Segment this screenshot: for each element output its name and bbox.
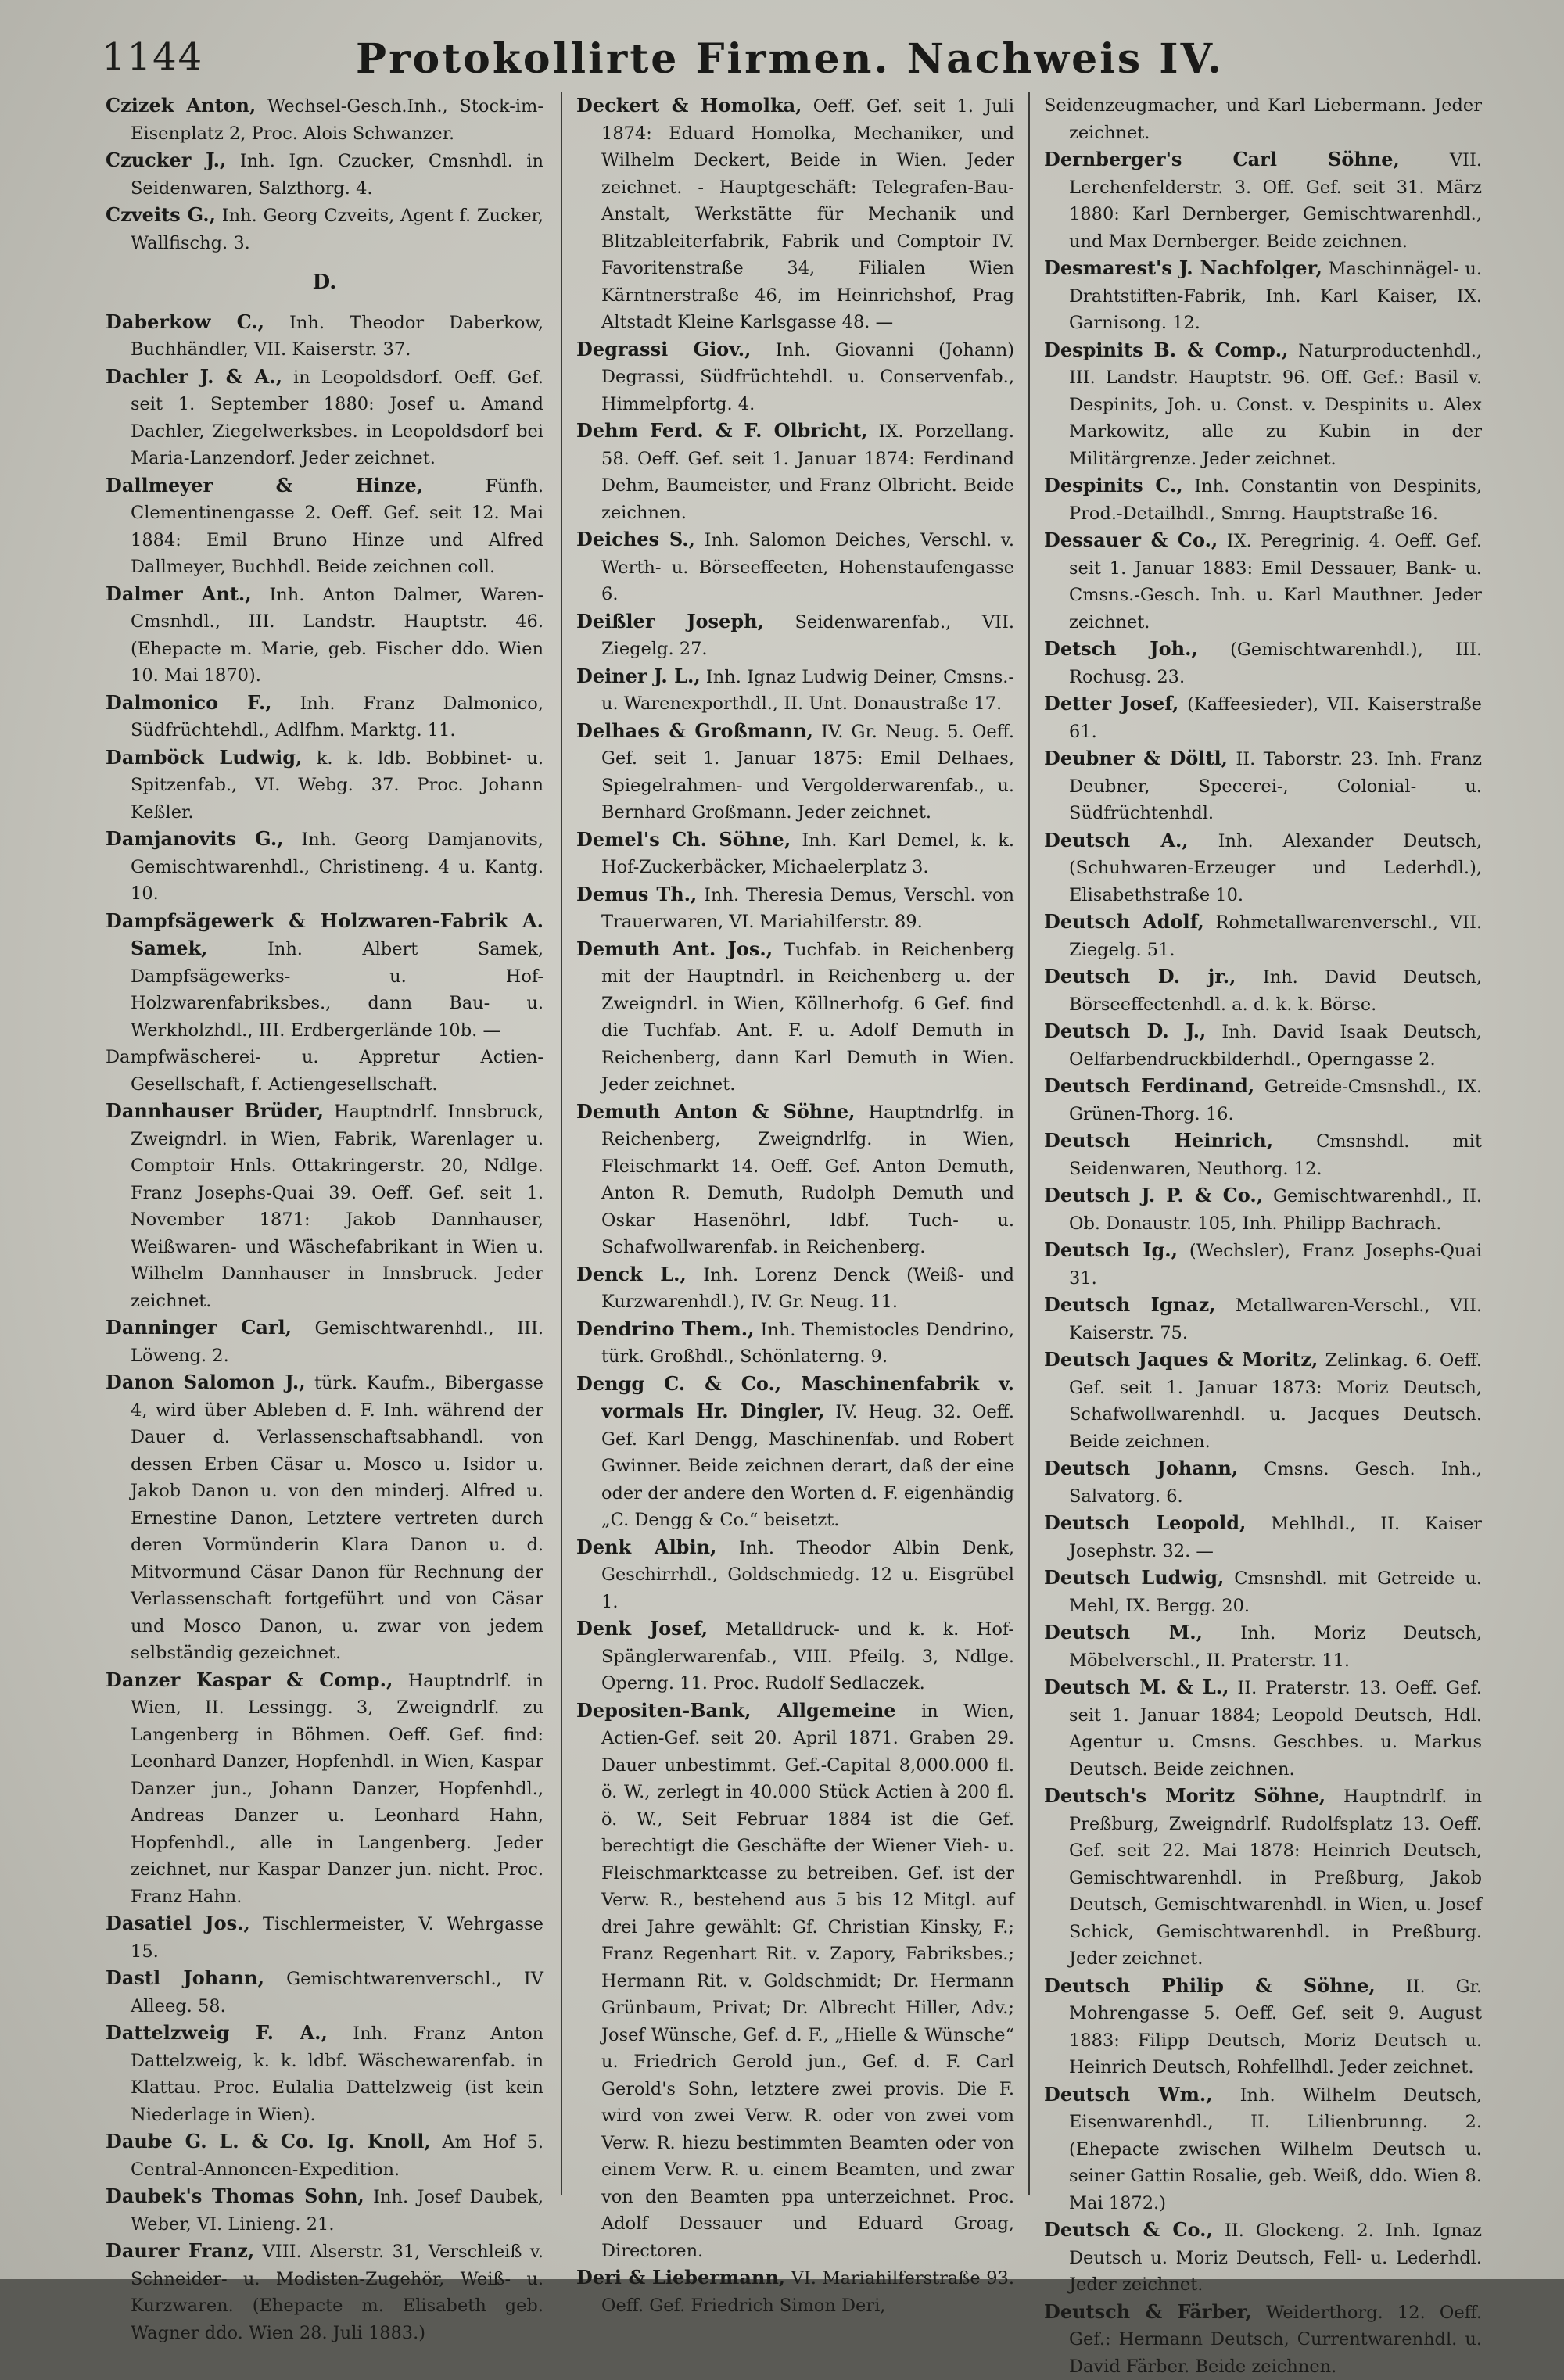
firm-entry (576, 1697, 1014, 2265)
firm-name: Dendrino Them., (576, 1317, 754, 1340)
firm-details: Seidenwarenfab., VII. Ziegelg. 27. (601, 612, 1014, 660)
firm-entry (1044, 1292, 1482, 1346)
firm-entry (1044, 1565, 1482, 1619)
firm-entry (576, 881, 1014, 936)
firm-details: Tischlermeister, V. Wehrgasse 15. (131, 1914, 543, 1962)
firm-details: Seidenzeugmacher, und Karl Liebermann. Jeder zeichnet. (1044, 95, 1482, 143)
firm-name: Deutsch A., (1044, 829, 1189, 851)
firm-details: Inh. Alexander Deutsch, (Schuhwaren-Erzeuger und Lederhdl.), Elisabethstraße 10. (1069, 831, 1482, 905)
firm-details: Cmsnshdl. mit Getreide u. Mehl, IX. Bergg. 20. (1069, 1568, 1482, 1616)
firm-name: Dehm Ferd. & F. Olbricht, (576, 419, 868, 442)
firm-entry (1044, 1455, 1482, 1510)
firm-details: Inh. Ignaz Ludwig Deiner, Cmsns.- u. Warenexporthdl., II. Unt. Donaustraße 17. (601, 667, 1014, 715)
firm-name: Denk Albin, (576, 1536, 716, 1558)
firm-name: Dasatiel Jos., (106, 1912, 250, 1934)
firm-details: II. Glockeng. 2. Inh. Ignaz Deutsch u. Moriz Deutsch, Fell- u. Lederhdl. Jeder zeichnet. (1069, 2220, 1482, 2295)
firm-name: Deutsch Ferdinand, (1044, 1074, 1254, 1097)
firm-details: Inh. Giovanni (Johann) Degrassi, Südfrüchtehdl. u. Conservenfab., Himmelpfortg. 4. (601, 340, 1014, 414)
firm-name: Deutsch Ludwig, (1044, 1566, 1224, 1589)
firm-name: Degrassi Giov., (576, 338, 751, 360)
column-divider (1028, 92, 1030, 2195)
firm-name: Deutsch Heinrich, (1044, 1129, 1273, 1152)
firm-entry (1044, 1346, 1482, 1455)
firm-details: II. Praterstr. 13. Oeff. Gef. seit 1. Januar 1884; Leopold Deutsch, Hdl. Agentur u. Cmsns. Geschbes. u. Markus Deutsch. Beide zeichnen. (1069, 1678, 1482, 1780)
firm-entry (576, 663, 1014, 718)
firm-name: Dastl Johann, (106, 1966, 264, 1989)
firm-name: Demus Th., (576, 883, 697, 905)
firm-entry (106, 472, 543, 581)
firm-entry (576, 92, 1014, 336)
firm-details: Rohmetallwarenverschl., VII. Ziegelg. 51. (1069, 912, 1482, 960)
firm-entry (576, 1534, 1014, 1616)
firm-details: Inh. David Deutsch, Börseeffectenhdl. a. d. k. k. Börse. (1069, 967, 1482, 1015)
firm-name: Denck L., (576, 1263, 687, 1285)
firm-name: Daberkow C., (106, 310, 264, 333)
firm-name: Deutsch Johann, (1044, 1457, 1238, 1479)
firm-name: Deutsch's Moritz Söhne, (1044, 1784, 1325, 1807)
firm-entry (106, 92, 543, 147)
firm-details: Hauptndrlf. in Wien, II. Lessingg. 3, Zweigndrlf. zu Langenberg in Böhmen. Oeff. Gef. find: Leonhard Danzer, Hopfenhdl. in Wien, Kaspar Danzer jun., Johann Danzer, Hopfenhdl., Andreas Danzer u. Leonhard Hahn, Hopfenhdl., alle in Langenberg. Jeder zeichnet, nur Kaspar Danzer jun. nicht. Proc. Franz Hahn. (131, 1671, 543, 1907)
firm-details: II. Taborstr. 23. Inh. Franz Deubner, Specerei-, Colonial- u. Südfrüchtenhdl. (1069, 749, 1482, 823)
firm-details: (Kaffeesieder), VII. Kaiserstraße 61. (1069, 694, 1482, 742)
firm-details: II. Gr. Mohrengasse 5. Oeff. Gef. seit 9. August 1883: Filipp Deutsch, Moriz Deutsch u. Heinrich Deutsch, Rohfellhdl. Jeder zeichnet. (1069, 1977, 1482, 2078)
firm-name: Dattelzweig F. A., (106, 2021, 328, 2044)
firm-details: Inh. Salomon Deiches, Verschl. v. Werth- u. Börseeffeeten, Hohenstaufengasse 6. (601, 530, 1014, 604)
firm-details: Inh. Moriz Deutsch, Möbelverschl., II. Praterstr. 11. (1069, 1623, 1482, 1671)
firm-details: Inh. Theodor Daberkow, Buchhändler, VII. Kaiserstr. 37. (131, 313, 543, 360)
firm-details: Inh. Wilhelm Deutsch, Eisenwarenhdl., II. Lilienbrunng. 2. (Ehepacte zwischen Wilhelm Deutsch u. seiner Gattin Rosalie, geb. Weiß, ddo. Wien 8. Mai 1872.) (1069, 2085, 1482, 2213)
firm-entry (576, 718, 1014, 826)
firm-entry (106, 147, 543, 202)
firm-entry (1044, 2299, 1482, 2380)
firm-entry (1044, 1674, 1482, 1783)
firm-name: Deutsch & Co., (1044, 2218, 1213, 2241)
firm-name: Czveits G., (106, 203, 216, 226)
firm-details: Inh. Constantin von Despinits, Prod.-Detailhdl., Smrng. Hauptstraße 16. (1069, 476, 1482, 524)
firm-entry (576, 526, 1014, 608)
firm-name: Danninger Carl, (106, 1316, 292, 1339)
firm-details: Inh. Karl Demel, k. k. Hof-Zuckerbäcker, Michaelerplatz 3. (601, 830, 1014, 878)
firm-name: Deutsch Leopold, (1044, 1511, 1246, 1534)
firm-name: Czizek Anton, (106, 94, 256, 116)
firm-entry (106, 2020, 543, 2128)
firm-name: Deckert & Homolka, (576, 94, 802, 116)
firm-details: VI. Mariahilferstraße 93. Oeff. Gef. Friedrich Simon Deri, (601, 2268, 1014, 2316)
firm-name: Deutsch Jaques & Moritz, (1044, 1348, 1318, 1371)
firm-entry (1044, 745, 1482, 827)
firm-name: Deubner & Döltl, (1044, 747, 1228, 769)
firm-details: Inh. Georg Damjanovits, Gemischtwarenhdl., Christineng. 4 u. Kantg. 10. (131, 830, 543, 904)
firm-name: Deiner J. L., (576, 665, 701, 687)
firm-entry (106, 2238, 543, 2346)
firm-details: türk. Kaufm., Bibergasse 4, wird über Ableben d. F. Inh. während der Dauer d. Verlassenschaftsabhandl. von dessen Erben Cäsar u. Mosco u. Isidor u. Jakob Danon u. von den minderj. Alfred u. Ernestine Danon, Letztere vertreten durch deren Vormünderin Klara Danon u. d. Mitvormund Cäsar Danon für Rechnung der Verlassenschaft fortgeführt und von Cäsar und Mosco Danon, u. zwar von jedem selbständig gezeichnet. (131, 1373, 543, 1663)
firm-entry (106, 581, 543, 690)
firm-name: Deri & Liebermann, (576, 2266, 785, 2289)
firm-entry (1044, 1783, 1482, 1973)
firm-entry (1044, 963, 1482, 1018)
firm-name: Deutsch D. jr., (1044, 965, 1236, 987)
firm-entry (106, 364, 543, 472)
firm-entry (106, 1910, 543, 1965)
firm-entry (106, 908, 543, 1045)
firm-details: IV. Heug. 32. Oeff. Gef. Karl Dengg, Maschinenfab. und Robert Gwinner. Beide zeichnen derart, daß der eine oder der andere den Worten d. F. eigenhändig „C. Dengg & Co.“ beisetzt. (601, 1402, 1014, 1530)
firm-details: VIII. Alserstr. 31, Verschleiß v. Schneider- u. Modisten-Zugehör, Weiß- u. Kurzwaren. (Ehepacte m. Elisabeth geb. Wagner ddo. Wien 28. Juli 1883.) (131, 2242, 543, 2343)
firm-name: Danzer Kaspar & Comp., (106, 1669, 393, 1691)
firm-entry (1044, 1182, 1482, 1237)
firm-entry (1044, 255, 1482, 337)
column-2 (576, 92, 1014, 2195)
directory-columns (106, 92, 1482, 2195)
firm-details: Wechsel-Gesch.Inh., Stock-im-Eisenplatz 2, Proc. Alois Schwanzer. (131, 96, 543, 144)
firm-name: Deutsch Wm., (1044, 2083, 1213, 2106)
firm-name: Dachler J. & A., (106, 365, 282, 388)
firm-details: Inh. David Isaak Deutsch, Oelfarbendruckbilderhdl., Operngasse 2. (1069, 1022, 1482, 1070)
section-letter-heading: D. (106, 269, 543, 296)
firm-details: k. k. ldb. Bobbinet- u. Spitzenfab., VI. Webg. 37. Proc. Johann Keßler. (131, 748, 543, 823)
column-divider (561, 92, 562, 2195)
firm-entry (106, 1667, 543, 1911)
firm-details: Weiderthorg. 12. Oeff. Gef.: Hermann Deutsch, Currentwarenhdl. u. David Färber. Beide zeichnen. (1069, 2303, 1482, 2377)
firm-entry (1044, 472, 1482, 527)
firm-details: Cmsns. Gesch. Inh., Salvatorg. 6. (1069, 1459, 1482, 1507)
firm-details: Hauptndrlfg. in Reichenberg, Zweigndrlfg. in Wien, Fleischmarkt 14. Oeff. Gef. Anton Demuth, Anton R. Demuth, Rudolph Demuth und Oskar Hasenöhrl, ldbf. Tuch- u. Schafwollwarenfab. in Reichenberg. (601, 1102, 1014, 1258)
firm-entry (1044, 92, 1482, 146)
firm-name: Dalmonico F., (106, 691, 272, 714)
firm-details: Inh. Theresia Demus, Verschl. von Trauerwaren, VI. Mariahilferstr. 89. (601, 885, 1014, 933)
firm-name: Deutsch & Färber, (1044, 2300, 1252, 2323)
firm-details: Inh. Josef Daubek, Weber, VI. Linieng. 21. (131, 2187, 543, 2235)
page-number: 1144 (102, 35, 203, 79)
firm-entry (576, 826, 1014, 881)
firm-entry (106, 744, 543, 826)
firm-entry (106, 2128, 543, 2183)
firm-details: Zelinkag. 6. Oeff. Gef. seit 1. Januar 1873: Moriz Deutsch, Schafwollwarenhdl. u. Jacques Deutsch. Beide zeichnen. (1069, 1350, 1482, 1452)
firm-entry (1044, 1973, 1482, 2081)
firm-entry (576, 1099, 1014, 1261)
firm-name: Dengg C. & Co., Maschinenfabrik v. vormals Hr. Dingler, (576, 1372, 1014, 1423)
firm-entry (1044, 636, 1482, 690)
firm-entry (1044, 690, 1482, 745)
firm-entry (106, 1314, 543, 1369)
firm-name: Deutsch D. J., (1044, 1020, 1206, 1042)
firm-name: Detter Josef, (1044, 692, 1178, 715)
firm-name: Delhaes & Großmann, (576, 719, 813, 742)
firm-details: Inh. Lorenz Denck (Weiß- und Kurzwarenhdl.), IV. Gr. Neug. 11. (601, 1265, 1014, 1313)
column-3 (1044, 92, 1482, 2195)
firm-entry (1044, 527, 1482, 636)
firm-details: Inh. Franz Anton Dattelzweig, k. k. ldbf. Wäschewarenfab. in Klattau. Proc. Eulalia Dattelzweig (ist kein Niederlage in Wien). (131, 2023, 543, 2125)
firm-name: Danon Salomon J., (106, 1371, 306, 1393)
page-header (102, 35, 1478, 98)
firm-entry (1044, 1510, 1482, 1565)
firm-name: Demuth Ant. Jos., (576, 937, 773, 960)
firm-details: Getreide-Cmsnshdl., IX. Grünen-Thorg. 16. (1069, 1077, 1482, 1124)
firm-entry (576, 1371, 1014, 1534)
firm-name: Despinits B. & Comp., (1044, 339, 1289, 361)
firm-entry (1044, 2081, 1482, 2217)
firm-details: IX. Porzellang. 58. Oeff. Gef. seit 1. Januar 1874: Ferdinand Dehm, Baumeister, und Franz Olbricht. Beide zeichnen. (601, 421, 1014, 523)
firm-details: Hauptndrlf. Innsbruck, Zweigndrl. in Wien, Fabrik, Warenlager u. Comptoir Hnls. Ottakringerstr. 20, Ndlge. Franz Josephs-Quai 39. Oeff. Gef. seit 1. November 1871: Jakob Dannhauser, Weißwaren- und Wäschefabrikant in Wien u. Wilhelm Dannhauser in Innsbruck. Jeder zeichnet. (131, 1102, 543, 1311)
firm-name: Denk Josef, (576, 1617, 708, 1640)
firm-details: Tuchfab. in Reichenberg mit der Hauptndrl. in Reichenberg u. der Zweigndrl. in Wien, Köllnerhofg. 6 Gef. find die Tuchfab. Ant. F. u. Adolf Demuth in Reichenberg, dann Karl Demuth in Wien. Jeder zeichnet. (601, 940, 1014, 1095)
firm-details: IV. Gr. Neug. 5. Oeff. Gef. seit 1. Januar 1875: Emil Delhaes, Spiegelrahmen- und Vergolderwarenfab., u. Bernhard Großmann. Jeder zeichnet. (601, 722, 1014, 823)
firm-entry (1044, 146, 1482, 255)
firm-entry (576, 1615, 1014, 1697)
firm-name: Damjanovits G., (106, 827, 284, 850)
firm-name: Demel's Ch. Söhne, (576, 828, 791, 851)
firm-entry (576, 1316, 1014, 1371)
firm-details: Fünfh. Clementinengasse 2. Oeff. Gef. seit 12. Mai 1884: Emil Bruno Hinze und Alfred Dallmeyer, Buchhdl. Beide zeichnen coll. (131, 476, 543, 578)
firm-details: in Leopoldsdorf. Oeff. Gef. seit 1. September 1880: Josef u. Amand Dachler, Ziegelwerksbes. in Leopoldsdorf bei Maria-Lanzendorf. Jeder zeichnet. (131, 367, 543, 469)
column-1 (106, 92, 543, 2195)
firm-name: Deutsch Philip & Söhne, (1044, 1974, 1376, 1997)
firm-name: Dallmeyer & Hinze, (106, 474, 423, 496)
firm-details: Inh. Georg Czveits, Agent f. Zucker, Wallfischg. 3. (131, 206, 543, 253)
firm-name: Deutsch M. & L., (1044, 1676, 1229, 1698)
firm-details: Naturproductenhdl., III. Landstr. Hauptstr. 96. Off. Gef.: Basil v. Despinits, Joh. u. Const. v. Despinits u. Alex Markowitz, alle zu Kubin in der Militärgrenze. Jeder zeichnet. (1069, 341, 1482, 469)
firm-name: Deutsch Adolf, (1044, 910, 1204, 933)
firm-entry (1044, 2217, 1482, 2299)
firm-entry (106, 1965, 543, 2020)
firm-entry (576, 336, 1014, 418)
firm-name: Deiches S., (576, 528, 695, 550)
firm-details: Maschinnägel- u. Drahtstiften-Fabrik, Inh. Karl Kaiser, IX. Garnisong. 12. (1069, 259, 1482, 333)
firm-details: Hauptndrlf. in Preßburg, Zweigndrlf. Rudolfsplatz 13. Oeff. Gef. seit 22. Mai 1878: Heinrich Deutsch, Gemischtwarenhdl. in Preßburg, Jakob Deutsch, Gemischtwarenhdl. in Wien, u. Josef Schick, Gemischtwarenhdl. in Preßburg. Jeder zeichnet. (1069, 1787, 1482, 1969)
firm-entry (1044, 337, 1482, 473)
firm-name: Daube G. L. & Co. Ig. Knoll, (106, 2130, 431, 2152)
firm-name: Deutsch Ignaz, (1044, 1293, 1216, 1316)
firm-entry (1044, 1073, 1482, 1127)
firm-name: Daubek's Thomas Sohn, (106, 2185, 364, 2207)
firm-entry (106, 2183, 543, 2238)
firm-details: (Wechsler), Franz Josephs-Quai 31. (1069, 1241, 1482, 1289)
firm-entry (576, 2264, 1014, 2319)
firm-entry (1044, 1237, 1482, 1292)
firm-name: Damböck Ludwig, (106, 746, 302, 769)
firm-name: Dampfsägewerk & Holzwaren-Fabrik A. Samek, (106, 909, 543, 960)
firm-name: Demuth Anton & Söhne, (576, 1100, 855, 1123)
firm-details: IX. Peregrinig. 4. Oeff. Gef. seit 1. Januar 1883: Emil Dessauer, Bank- u. Cmsns.-Gesch. Inh. u. Karl Mauthner. Jeder zeichnet. (1069, 531, 1482, 633)
firm-details: Inh. Themistocles Dendrino, türk. Großhdl., Schönlaterng. 9. (601, 1320, 1014, 1367)
firm-details: Inh. Anton Dalmer, Waren-Cmsnhdl., III. Landstr. Hauptstr. 46. (Ehepacte m. Marie, geb. Fischer ddo. Wien 10. Mai 1870). (131, 585, 543, 686)
firm-name: Detsch Joh., (1044, 637, 1198, 660)
firm-name: Dernberger's Carl Söhne, (1044, 148, 1400, 170)
firm-details: Gemischtwarenhdl., II. Ob. Donaustr. 105, Inh. Philipp Bachrach. (1069, 1186, 1482, 1234)
firm-details: Mehlhdl., II. Kaiser Josephstr. 32. — (1069, 1514, 1482, 1561)
firm-details: Cmsnshdl. mit Seidenwaren, Neuthorg. 12. (1069, 1131, 1482, 1179)
firm-details: in Wien, Actien-Gef. seit 20. April 1871. Graben 29. Dauer unbestimmt. Gef.-Capital 8,000.000 fl. ö. W., zerlegt in 40.000 Stück Actien à 200 fl. ö. W., Seit Februar 1884 ist die Gef. berechtigt die Geschäfte der Wiener Vieh- u. Fleischmarktcasse zu betreiben. Gef. ist der Verw. R., bestehend aus 5 bis 12 Mitgl. auf drei Jahre gewählt: Gf. Christian Kinsky, F.; Franz Regenhart Rit. v. Zapory, Fabriksbes.; Hermann Rit. v. Goldschmidt; Dr. Hermann Grünbaum, Privat; Dr. Albrecht Hiller, Adv.; Josef Wünsche, Gef. d. F., „Hielle & Wünsche“ u. Friedrich Gerold jun., Gef. d. F. Carl Gerold's Sohn, letztere zwei provis. Die F. wird von zwei Verw. R. oder von zwei vom Verw. R. hiezu bestimmten Beamten oder von einem Verw. R. u. einem Beamten, und zwar von den Beamten ppa unterzeichnet. Proc. Adolf Dessauer und Eduard Groag, Directoren. (601, 1701, 1014, 2261)
firm-entry (576, 418, 1014, 526)
firm-details: Oeff. Gef. seit 1. Juli 1874: Eduard Homolka, Mechaniker, und Wilhelm Deckert, Beide in Wien. Jeder zeichnet. - Hauptgeschäft: Telegrafen-Bau-Anstalt, Werkstätte für Mechanik und Blitzableiterfabrik, Fabrik und Comptoir IV. Favoritenstraße 34, Filialen Wien Kärntnerstraße 46, im Heinrichshof, Prag Altstadt Kleine Karlsgasse 48. — (601, 96, 1014, 332)
firm-entry (576, 1261, 1014, 1316)
firm-details: Inh. Ign. Czucker, Cmsnhdl. in Seidenwaren, Salzthorg. 4. (131, 151, 543, 199)
firm-name: Deutsch M., (1044, 1621, 1203, 1643)
firm-details: Dampfwäscherei- u. Appretur Actien-Gesellschaft, f. Actiengesellschaft. (106, 1047, 543, 1095)
firm-entry (106, 1098, 543, 1314)
firm-entry (1044, 909, 1482, 963)
firm-entry (106, 826, 543, 908)
firm-name: Deißler Joseph, (576, 610, 764, 633)
firm-name: Despinits C., (1044, 474, 1183, 496)
firm-details: Inh. Albert Samek, Dampfsägewerks- u. Hof-Holzwarenfabriksbes., dann Bau- u. Werkholzhdl., III. Erdbergerlände 10b. — (131, 939, 543, 1041)
firm-details: Gemischtwarenhdl., III. Löweng. 2. (131, 1318, 543, 1366)
firm-entry (1044, 1127, 1482, 1182)
firm-details: Gemischtwarenverschl., IV Alleeg. 58. (131, 1969, 543, 2016)
firm-entry (106, 1369, 543, 1667)
page-title: Protokollirte Firmen. Nachweis IV. (102, 35, 1478, 83)
firm-name: Czucker J., (106, 149, 226, 171)
firm-entry (106, 1044, 543, 1098)
firm-details: Inh. Theodor Albin Denk, Geschirrhdl., Goldschmiedg. 12 u. Eisgrübel 1. (601, 1538, 1014, 1612)
firm-entry (106, 690, 543, 744)
firm-name: Depositen-Bank, Allgemeine (576, 1699, 896, 1722)
firm-entry (1044, 1018, 1482, 1073)
firm-details: Metallwaren-Verschl., VII. Kaiserstr. 75. (1069, 1296, 1482, 1343)
firm-details: Inh. Franz Dalmonico, Südfrüchtehdl., Adlfhm. Marktg. 11. (131, 694, 543, 741)
firm-entry (576, 936, 1014, 1099)
firm-name: Daurer Franz, (106, 2239, 254, 2262)
firm-details: Metalldruck- und k. k. Hof-Spänglerwarenfab., VIII. Pfeilg. 3, Ndlge. Operng. 11. Proc. Rudolf Sedlaczek. (601, 1619, 1014, 1694)
firm-details: Am Hof 5. Central-Annoncen-Expedition. (131, 2132, 543, 2180)
firm-entry (106, 202, 543, 256)
firm-name: Dalmer Ant., (106, 582, 252, 605)
firm-name: Deutsch Ig., (1044, 1238, 1178, 1261)
firm-name: Desmarest's J. Nachfolger, (1044, 256, 1322, 279)
firm-name: Dessauer & Co., (1044, 529, 1218, 551)
firm-entry (576, 608, 1014, 663)
firm-details: VII. Lerchenfelderstr. 3. Off. Gef. seit 31. März 1880: Karl Dernberger, Gemischtwarenhdl., und Max Dernberger. Beide zeichnen. (1069, 150, 1482, 252)
firm-name: Deutsch J. P. & Co., (1044, 1184, 1263, 1206)
firm-entry (1044, 1619, 1482, 1674)
firm-name: Dannhauser Brüder, (106, 1099, 324, 1122)
firm-entry (106, 309, 543, 364)
firm-details: (Gemischtwarenhdl.), III. Rochusg. 23. (1069, 640, 1482, 687)
firm-entry (1044, 827, 1482, 909)
